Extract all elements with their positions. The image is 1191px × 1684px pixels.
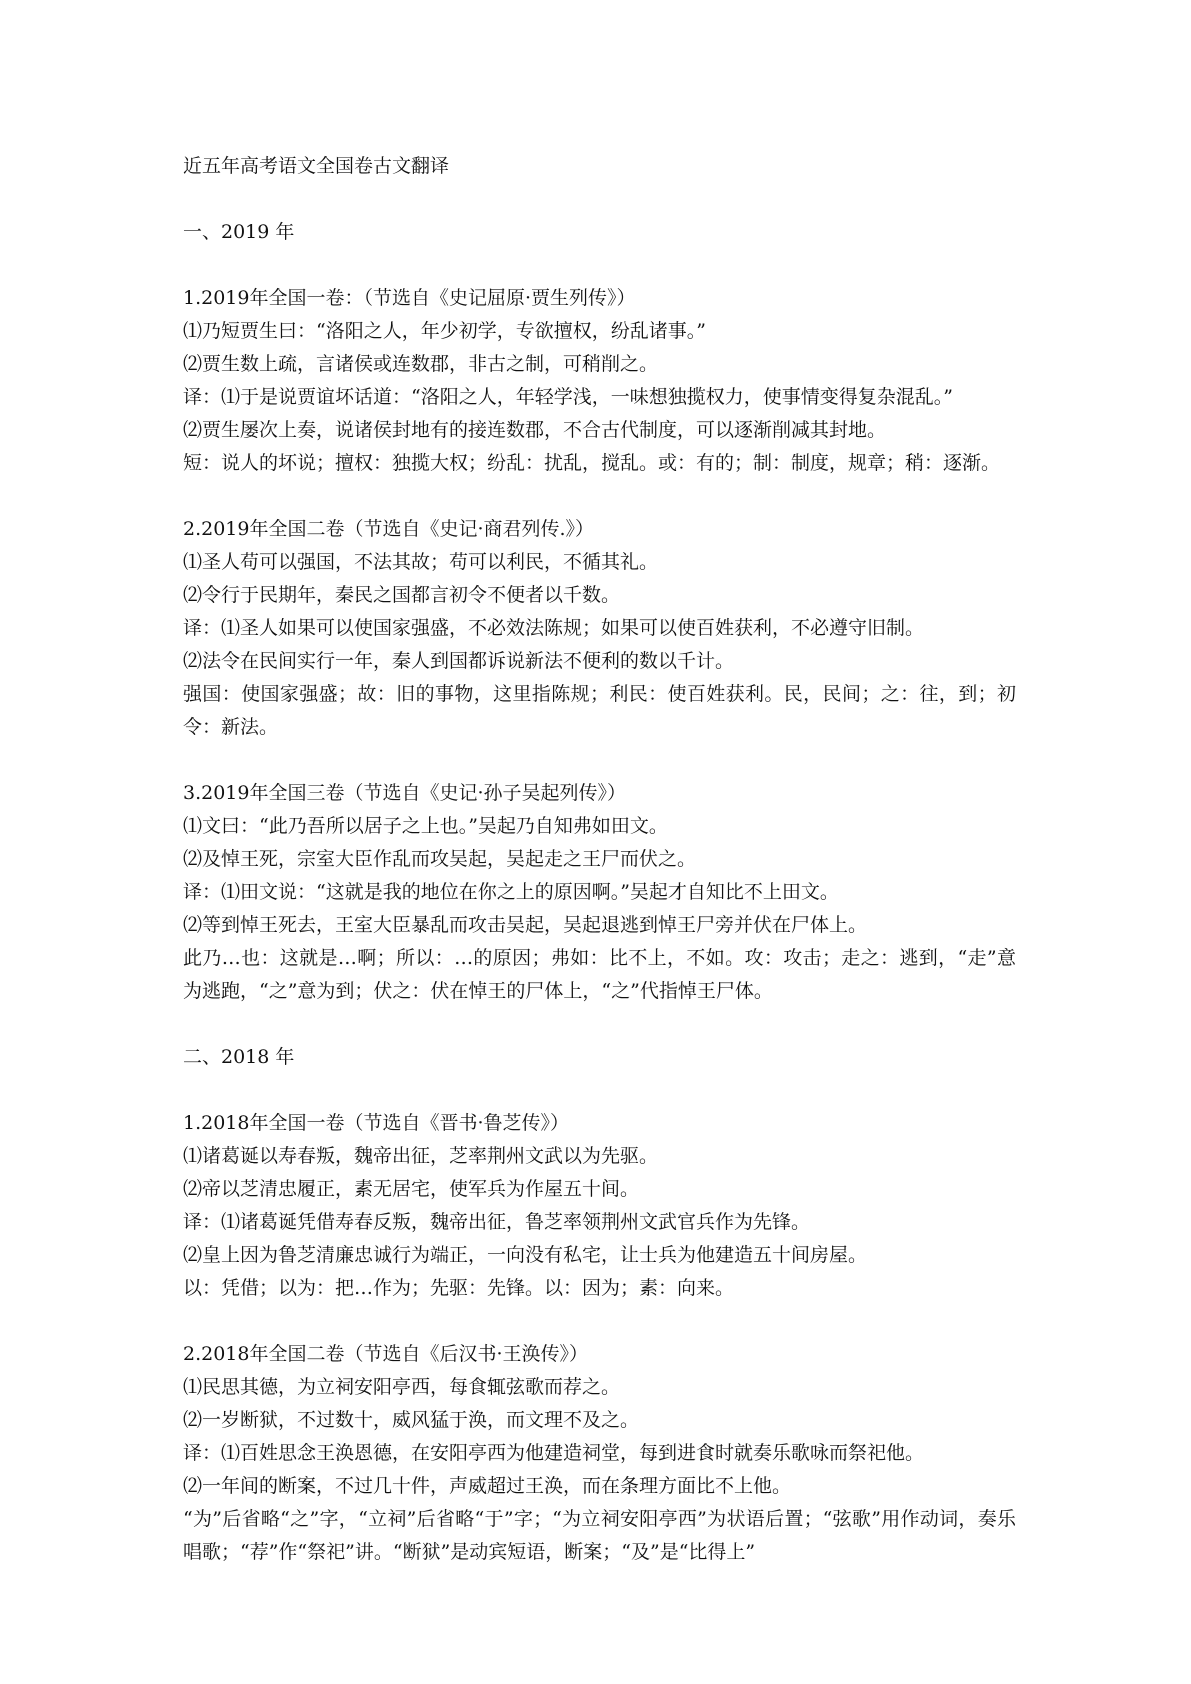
spacer	[183, 1074, 1016, 1107]
text-line: ⑵皇上因为鲁芝清廉忠诚行为端正，一向没有私宅，让士兵为他建造五十间房屋。	[183, 1244, 868, 1266]
document-title: 近五年高考语文全国卷古文翻译	[183, 155, 450, 177]
spacer	[183, 249, 1016, 282]
text-line: 译：⑴百姓思念王涣恩德，在安阳亭西为他建造祠堂，每到进食时就奏乐歌咏而祭祀他。	[183, 1442, 925, 1464]
section-heading: 二、2018 年	[183, 1046, 295, 1068]
text-line: ⑵及悼王死，宗室大臣作乱而攻吴起，吴起走之王尸而伏之。	[183, 848, 697, 870]
text-line: 强国：使国家强盛；故：旧的事物，这里指陈规；利民：使百姓获利。民，民间；之：往，到；初令：新法。	[183, 683, 1016, 738]
text-line: ⑵等到悼王死去，王室大臣暴乱而攻击吴起，吴起退逃到悼王尸旁并伏在尸体上。	[183, 914, 868, 936]
text-line: “为”后省略“之”字，“立祠”后省略“于”字；“为立祠安阳亭西”为状语后置；“弦歌”用作动词，奏乐唱歌；“荐”作“祭祀”讲。“断狱”是动宾短语，断案；“及”是“比得上”	[183, 1508, 1016, 1563]
item-title: 1.2019年全国一卷：（节选自《史记屈原·贾生列传》）	[183, 287, 636, 309]
text-line: ⑵贾生屡次上奏，说诸侯封地有的接连数郡，不合古代制度，可以逐渐削减其封地。	[183, 419, 887, 441]
section-heading: 一、2019 年	[183, 221, 295, 243]
text-line: ⑴乃短贾生曰：“洛阳之人，年少初学，专欲擅权，纷乱诸事。”	[183, 320, 706, 342]
spacer	[183, 744, 1016, 777]
text-line: ⑵令行于民期年，秦民之国都言初令不便者以千数。	[183, 584, 621, 606]
text-line: ⑵一年间的断案，不过几十件，声威超过王涣，而在条理方面比不上他。	[183, 1475, 792, 1497]
text-line: ⑴圣人苟可以强国，不法其故；苟可以利民，不循其礼。	[183, 551, 659, 573]
spacer	[183, 1305, 1016, 1338]
text-line: ⑵一岁断狱，不过数十，威风猛于涣，而文理不及之。	[183, 1409, 640, 1431]
item-title: 2.2019年全国二卷（节选自《史记·商君列传.》）	[183, 518, 595, 540]
spacer	[183, 183, 1016, 216]
text-line: 此乃…也：这就是…啊；所以：…的原因；弗如：比不上，不如。攻：攻击；走之：逃到，“走”意为逃跑，“之”意为到；伏之：伏在悼王的尸体上，“之”代指悼王尸体。	[183, 947, 1016, 1002]
text-line: ⑴文曰：“此乃吾所以居子之上也。”吴起乃自知弗如田文。	[183, 815, 668, 837]
text-line: 译：⑴于是说贾谊坏话道：“洛阳之人，年轻学浅，一味想独揽权力，使事情变得复杂混乱。”	[183, 386, 953, 408]
text-line: ⑴诸葛诞以寿春叛，魏帝出征，芝率荆州文武以为先驱。	[183, 1145, 659, 1167]
text-line: ⑵帝以芝清忠履正，素无居宅，使军兵为作屋五十间。	[183, 1178, 640, 1200]
item-title: 1.2018年全国一卷（节选自《晋书·鲁芝传》）	[183, 1112, 570, 1134]
text-line: ⑵贾生数上疏，言诸侯或连数郡，非古之制，可稍削之。	[183, 353, 659, 375]
spacer	[183, 1008, 1016, 1041]
text-line: 短：说人的坏说；擅权：独揽大权；纷乱：扰乱，搅乱。或：有的；制：制度，规章；稍：逐渐。	[183, 452, 1001, 474]
text-line: ⑵法令在民间实行一年，秦人到国都诉说新法不便利的数以千计。	[183, 650, 735, 672]
text-line: 译：⑴诸葛诞凭借寿春反叛，魏帝出征，鲁芝率领荆州文武官兵作为先锋。	[183, 1211, 811, 1233]
item-title: 2.2018年全国二卷（节选自《后汉书·王涣传》）	[183, 1343, 589, 1365]
text-line: ⑴民思其德，为立祠安阳亭西，每食辄弦歌而荐之。	[183, 1376, 621, 1398]
text-line: 以：凭借；以为：把…作为；先驱：先锋。以：因为；素：向来。	[183, 1277, 735, 1299]
text-line: 译：⑴圣人如果可以使国家强盛，不必效法陈规；如果可以使百姓获利，不必遵守旧制。	[183, 617, 925, 639]
document-page	[183, 150, 1016, 1569]
spacer	[183, 480, 1016, 513]
text-line: 译：⑴田文说：“这就是我的地位在你之上的原因啊。”吴起才自知比不上田文。	[183, 881, 839, 903]
item-title: 3.2019年全国三卷（节选自《史记·孙子吴起列传》）	[183, 782, 627, 804]
